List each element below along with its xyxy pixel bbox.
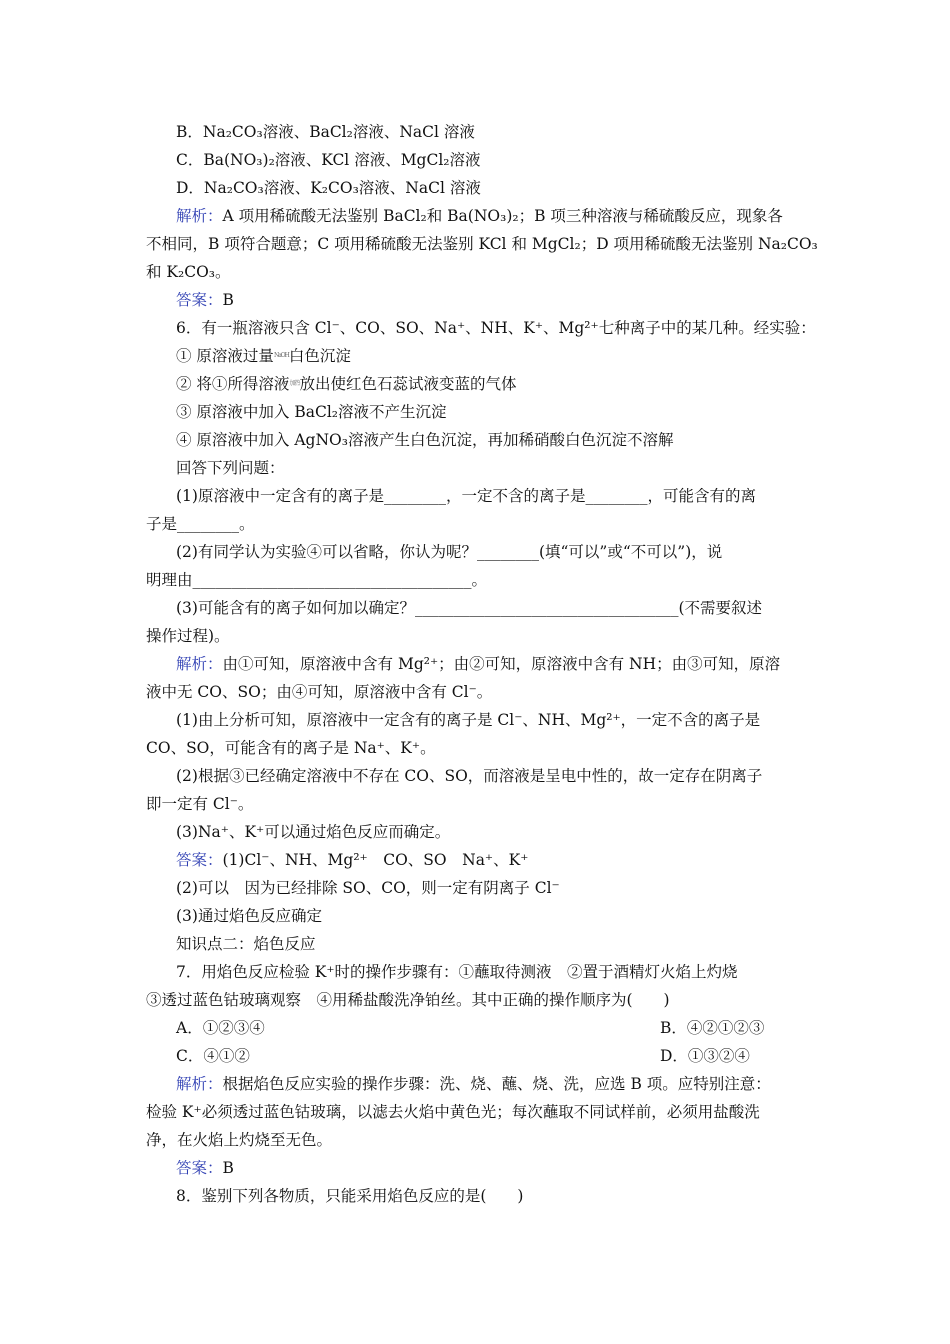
q6-analysis-line-7: (3)Na⁺、K⁺可以通过焰色反应而确定。 <box>176 823 451 841</box>
q6-experiment-2: ② 将①所得溶液$^{加热}$放出使红色石蕊试液变蓝的气体 <box>176 375 517 393</box>
q7-analysis-line-2: 检验 K⁺必须透过蓝色钴玻璃，以滤去火焰中黄色光；每次蘸取不同试样前，必须用盐酸洗 <box>146 1103 760 1121</box>
q7-option-c: C．④①② <box>176 1047 250 1065</box>
q7-options-row-1 <box>176 1018 838 1038</box>
q5-option-b: B．Na₂CO₃溶液、BaCl₂溶液、NaCl 溶液 <box>176 123 475 141</box>
q7-analysis-line-3: 净，在火焰上灼烧至无色。 <box>146 1131 333 1149</box>
q6-stem: 6．有一瓶溶液只含 Cl⁻、CO、SO、Na⁺、NH、K⁺、Mg²⁺七种离子中的某几种。经实验： <box>176 319 816 337</box>
answer-label: 答案： <box>176 1159 223 1177</box>
q5-analysis-line-1: 解析：A 项用稀硫酸无法鉴别 BaCl₂和 Ba(NO₃)₂；B 项三种溶液与稀硫酸反应，现象各 <box>176 207 783 225</box>
q7-stem-line-2: ③透过蓝色钴玻璃观察 ④用稀盐酸洗净铂丝。其中正确的操作顺序为( ) <box>146 991 670 1009</box>
q5-analysis-line-2: 不相同，B 项符合题意；C 项用稀硫酸无法鉴别 KCl 和 MgCl₂；D 项用稀硫酸无法鉴别 Na₂CO₃ <box>146 235 818 253</box>
q6-analysis-line-6: 即一定有 Cl⁻。 <box>146 795 254 813</box>
q6-answer-2: (2)可以 因为已经排除 SO、CO，则一定有阴离子 Cl⁻ <box>176 879 560 897</box>
q7-option-a: A．①②③④ <box>176 1019 265 1037</box>
reagent-mark: NaOH <box>273 352 289 359</box>
q6-part-2-line-2: 明理由____________________________________。 <box>146 571 488 589</box>
q6-analysis-line-4: CO、SO，可能含有的离子是 Na⁺、K⁺。 <box>146 739 436 757</box>
q6-answer-1: 答案：(1)Cl⁻、NH、Mg²⁺ CO、SO Na⁺、K⁺ <box>176 851 529 869</box>
q7-answer: 答案：B <box>176 1159 234 1177</box>
q6-analysis-line-2: 液中无 CO、SO；由④可知，原溶液中含有 Cl⁻。 <box>146 683 493 701</box>
section-heading: 知识点二：焰色反应 <box>176 935 316 953</box>
q6-part-1-line-1: (1)原溶液中一定含有的离子是________，一定不含的离子是________，可能含有的离 <box>176 487 756 505</box>
q6-experiment-4: ④ 原溶液中加入 AgNO₃溶液产生白色沉淀，再加稀硝酸白色沉淀不溶解 <box>176 431 674 449</box>
q5-analysis-line-3: 和 K₂CO₃。 <box>146 263 231 281</box>
q6-part-3-line-2: 操作过程)。 <box>146 627 230 645</box>
q5-option-d: D．Na₂CO₃溶液、K₂CO₃溶液、NaCl 溶液 <box>176 179 481 197</box>
q6-part-3-line-1: (3)可能含有的离子如何加以确定？__________________________________(不需要叙述 <box>176 599 763 617</box>
q5-option-c: C．Ba(NO₃)₂溶液、KCl 溶液、MgCl₂溶液 <box>176 151 481 169</box>
q6-experiment-3: ③ 原溶液中加入 BaCl₂溶液不产生沉淀 <box>176 403 447 421</box>
reagent-mark: 加热 <box>289 380 300 387</box>
q6-part-1-line-2: 子是________。 <box>146 515 255 533</box>
q5-answer: 答案：B <box>176 291 234 309</box>
q6-experiment-1: ① 原溶液过量$^{NaOH}$白色沉淀 <box>176 347 351 365</box>
answer-label: 答案： <box>176 291 223 309</box>
q6-answer-3: (3)通过焰色反应确定 <box>176 907 322 925</box>
q6-prompt: 回答下列问题： <box>176 459 285 477</box>
q6-analysis-line-1: 解析：由①可知，原溶液中含有 Mg²⁺；由②可知，原溶液中含有 NH；由③可知，原溶 <box>176 655 781 673</box>
q7-analysis-line-1: 解析：根据焰色反应实验的操作步骤：洗、烧、蘸、烧、洗，应选 B 项。应特别注意： <box>176 1075 771 1093</box>
q7-option-d: D．①③②④ <box>660 1047 750 1065</box>
answer-label: 答案： <box>176 851 223 869</box>
q6-part-2-line-1: (2)有同学认为实验④可以省略，你认为呢？________(填“可以”或“不可以”)，说 <box>176 543 723 561</box>
analysis-label: 解析： <box>176 207 223 225</box>
q7-option-b: B．④②①②③ <box>660 1019 765 1037</box>
q6-analysis-line-5: (2)根据③已经确定溶液中不存在 CO、SO，而溶液是呈电中性的，故一定存在阴离子 <box>176 767 763 785</box>
q7-stem-line-1: 7．用焰色反应检验 K⁺时的操作步骤有：①蘸取待测液 ②置于酒精灯火焰上灼烧 <box>176 963 738 981</box>
analysis-label: 解析： <box>176 655 223 673</box>
q7-options-row-2 <box>176 1046 838 1066</box>
q8-stem: 8．鉴别下列各物质，只能采用焰色反应的是( ) <box>176 1187 524 1205</box>
q6-analysis-line-3: (1)由上分析可知，原溶液中一定含有的离子是 Cl⁻、NH、Mg²⁺，一定不含的离子是 <box>176 711 761 729</box>
analysis-label: 解析： <box>176 1075 223 1093</box>
